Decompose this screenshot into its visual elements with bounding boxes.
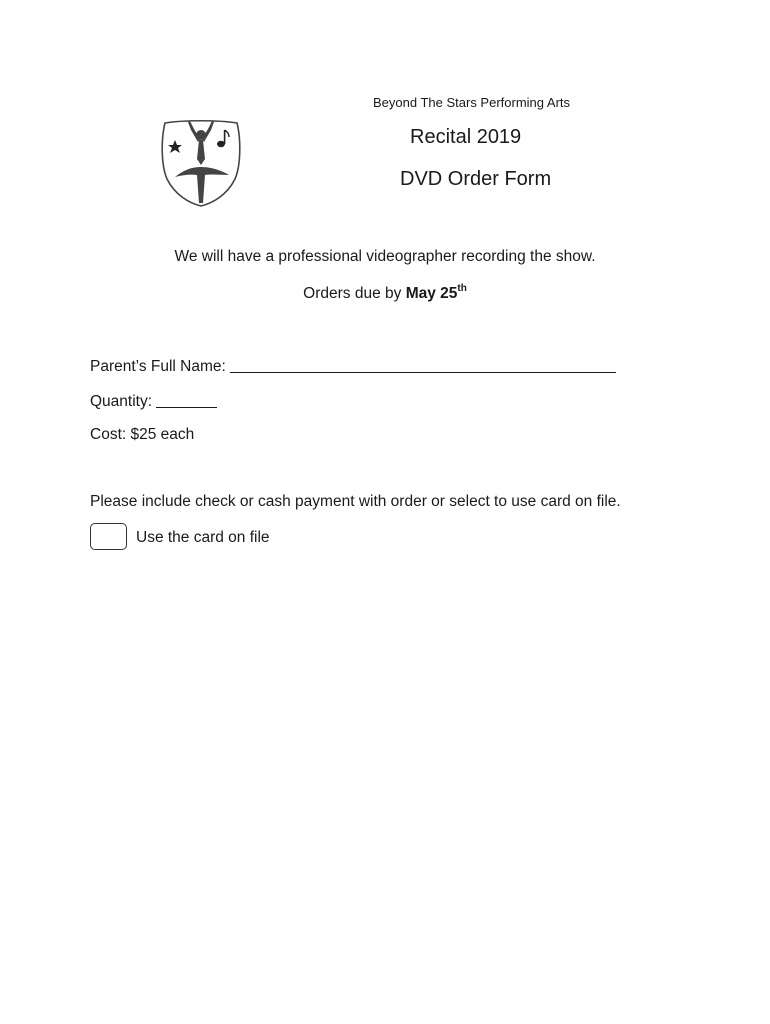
- intro-text: We will have a professional videographer recording the show.: [174, 248, 596, 265]
- quantity-label: Quantity:: [90, 393, 153, 410]
- card-on-file-checkbox[interactable]: [90, 523, 127, 550]
- deadline-suffix: th: [457, 283, 467, 294]
- deadline-date: May 25: [405, 285, 458, 302]
- cost-text: Cost: $25 each: [90, 426, 195, 443]
- order-deadline: [0, 283, 770, 303]
- quantity-row: [90, 392, 217, 411]
- deadline-prefix: Orders due by: [303, 285, 406, 302]
- payment-instructions: Please include check or cash payment with order or select to use card on file.: [90, 493, 621, 510]
- parent-name-field[interactable]: [230, 357, 616, 373]
- form-title: DVD Order Form: [400, 168, 552, 190]
- quantity-field[interactable]: [156, 392, 217, 408]
- card-on-file-label: Use the card on file: [136, 529, 270, 546]
- recital-title: Recital 2019: [410, 126, 522, 148]
- organization-name: Beyond The Stars Performing Arts: [373, 95, 571, 110]
- dancer-shield-logo-icon: [155, 117, 247, 209]
- parent-name-label: Parent’s Full Name:: [90, 358, 226, 375]
- parent-name-row: [90, 357, 616, 376]
